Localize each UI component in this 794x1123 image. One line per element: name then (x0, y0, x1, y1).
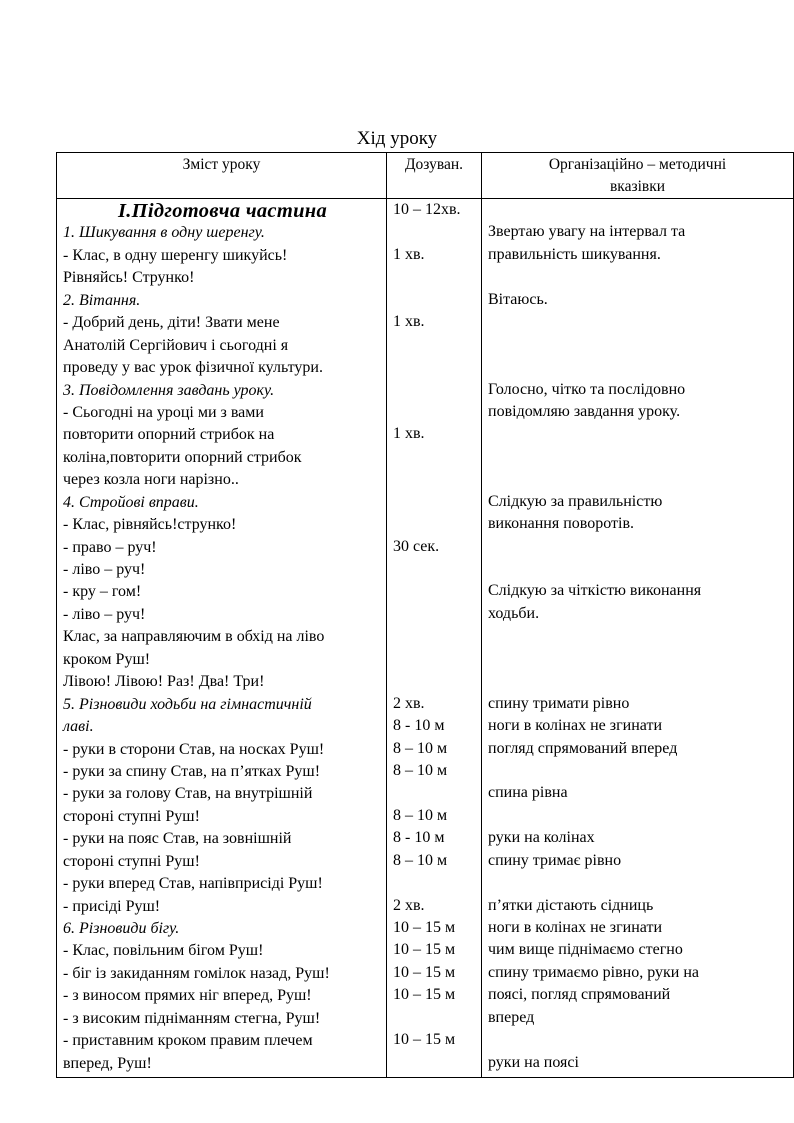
header-content-label: Зміст уроку (182, 156, 261, 173)
notes-line: руки на поясі (488, 1053, 579, 1071)
content-line: 2. Вітання. (63, 291, 141, 309)
dosage-line: 8 - 10 м (393, 717, 445, 735)
table-header-row (57, 153, 794, 199)
content-line: - Сьогодні на уроці ми з вами (63, 403, 264, 421)
dosage-line (393, 1007, 477, 1029)
dosage-line (393, 872, 477, 894)
dosage-line: 2 хв. (393, 694, 425, 712)
dosage-line (393, 468, 477, 490)
notes-line (488, 805, 789, 827)
content-line: Рівняйсь! Струнко! (63, 269, 195, 287)
notes-line (488, 266, 789, 288)
notes-line: п’ятки дістають сідниць (488, 896, 654, 914)
notes-line (488, 1029, 789, 1051)
page-title: Хід уроку (356, 128, 438, 149)
notes-line: спина рівна (488, 784, 568, 802)
dosage-line: 2 хв. (393, 896, 425, 914)
dosage-line: 10 – 15 м (393, 941, 456, 959)
notes-line: поясі, погляд спрямований (488, 986, 671, 1004)
content-line: - кру – гом! (63, 583, 142, 601)
dosage-line: 8 – 10 м (393, 739, 448, 757)
content-line: - ліво – руч! (63, 561, 146, 578)
content-line: через козла ноги нарізно.. (63, 471, 239, 489)
header-dosage-label: Дозуван. (404, 156, 464, 173)
notes-line (488, 760, 789, 782)
notes-line: Слідкую за чіткістю виконання (488, 582, 702, 600)
content-line: стороні ступні Руш! (63, 807, 200, 825)
content-line: - право – руч! (63, 538, 157, 556)
section-heading: І.Підготовча частина (117, 200, 328, 222)
content-line: повторити опорний стрибок на (63, 426, 275, 444)
dosage-line (393, 379, 477, 401)
dosage-line: 10 – 12хв. (393, 201, 461, 218)
dosage-line: 8 – 10 м (393, 761, 448, 779)
dosage-line: 10 – 15 м (393, 986, 456, 1004)
dosage-line (393, 334, 477, 356)
notes-line: ходьби. (488, 604, 540, 622)
content-line: Анатолій Сергійович і сьогодні я (63, 336, 289, 354)
dosage-line: 8 – 10 м (393, 851, 448, 869)
notes-line: Звертаю увагу на інтервал та (488, 223, 686, 241)
notes-line (488, 334, 789, 356)
header-dosage (387, 153, 482, 199)
dosage-line: 10 – 15 м (393, 963, 456, 981)
content-line: - Клас, рівняйсь!струнко! (63, 516, 237, 534)
content-line: - з високим підніманням стегна, Руш! (63, 1009, 321, 1027)
notes-line (488, 536, 789, 558)
notes-line: ноги в колінах не згинати (488, 717, 662, 735)
notes-line (488, 446, 789, 468)
content-cell (57, 199, 387, 1078)
content-line: - Клас, повільним бігом Руш! (63, 942, 264, 960)
notes-line: погляд спрямований вперед (488, 739, 678, 757)
notes-line: спину тримаємо рівно, руки на (488, 963, 699, 981)
notes-line (488, 423, 789, 445)
notes-line (488, 670, 789, 692)
notes-line: Слідкую за правильністю (488, 492, 663, 510)
content-line: - Добрий день, діти! Звати мене (63, 314, 280, 332)
dosage-line: 1 хв. (393, 313, 425, 331)
content-line: - руки вперед Став, напівприсіді Руш! (63, 875, 323, 893)
dosage-line (393, 401, 477, 423)
notes-line (488, 468, 789, 490)
dosage-line (393, 513, 477, 535)
dosage-line (393, 446, 477, 468)
header-notes-label-line2: вказівки (609, 178, 666, 195)
content-line: - руки на пояс Став, на зовнішній (63, 830, 292, 848)
dosage-line (393, 356, 477, 378)
content-line: - приставним кроком правим плечем (63, 1032, 313, 1050)
notes-line: Вітаюсь. (488, 290, 548, 308)
dosage-cell (387, 199, 482, 1078)
header-notes (482, 153, 794, 199)
notes-line (488, 558, 789, 580)
notes-line: чим вище піднімаємо стегно (488, 941, 683, 959)
notes-line: руки на колінах (488, 829, 595, 847)
content-line: Клас, за направляючим в обхід на ліво (63, 628, 325, 646)
dosage-line: 8 – 10 м (393, 806, 448, 824)
content-line: коліна,повторити опорний стрибок (63, 448, 302, 466)
dosage-line (393, 289, 477, 311)
content-line: - Клас, в одну шеренгу шикуйсь! (63, 246, 288, 264)
header-notes-label-line1: Організаційно – методичні (548, 156, 727, 173)
notes-line: правильність шикування. (488, 245, 661, 263)
notes-line (488, 872, 789, 894)
notes-line (488, 648, 789, 670)
dosage-line: 10 – 15 м (393, 919, 456, 936)
dosage-line (393, 782, 477, 804)
header-content (57, 153, 387, 199)
content-line: 6. Різновиди бігу. (63, 920, 180, 937)
notes-line: ноги в колінах не згинати (488, 919, 662, 936)
content-line: - присіді Руш! (63, 897, 161, 915)
content-line: - з виносом прямих ніг вперед, Руш! (63, 987, 312, 1005)
content-line: - руки за спину Став, на п’ятках Руш! (63, 762, 321, 780)
dosage-line (393, 580, 477, 602)
content-line: проведу у вас урок фізичної культури. (63, 359, 323, 377)
dosage-line (393, 491, 477, 513)
dosage-line (393, 648, 477, 670)
notes-line: виконання поворотів. (488, 515, 635, 533)
dosage-line (393, 1052, 477, 1074)
content-line: лаві. (63, 718, 94, 736)
dosage-line: 1 хв. (393, 425, 425, 443)
content-line: - руки в сторони Став, на носках Руш! (63, 740, 325, 758)
notes-cell (482, 199, 794, 1078)
dosage-line (393, 670, 477, 692)
content-line: - ліво – руч! (63, 605, 146, 623)
lesson-plan-table (56, 152, 794, 1078)
dosage-line: 1 хв. (393, 245, 425, 263)
content-line: кроком Руш! (63, 650, 151, 668)
table-body-row (57, 199, 794, 1078)
notes-line: спину тримає рівно (488, 851, 622, 869)
notes-line: Голосно, чітко та послідовно (488, 380, 686, 398)
content-line: 1. Шикування в одну шеренгу. (63, 224, 265, 242)
content-line: вперед, Руш! (63, 1054, 152, 1072)
content-line: 4. Стройові вправи. (63, 493, 199, 511)
notes-line: повідомляю завдання уроку. (488, 402, 681, 420)
notes-line: вперед (488, 1008, 535, 1026)
dosage-line (393, 603, 477, 625)
dosage-line (393, 221, 477, 243)
content-line: 3. Повідомлення завдань уроку. (63, 381, 275, 399)
notes-line (488, 199, 789, 221)
dosage-line (393, 625, 477, 647)
content-line: Лівою! Лівою! Раз! Два! Три! (63, 673, 265, 691)
dosage-line: 8 - 10 м (393, 829, 445, 847)
content-line: стороні ступні Руш! (63, 852, 200, 870)
notes-line (488, 311, 789, 333)
content-line: 5. Різновиди ходьби на гімнастичній (63, 695, 312, 713)
dosage-line (393, 558, 477, 580)
notes-line (488, 356, 789, 378)
content-line: - біг із закиданням гомілок назад, Руш! (63, 964, 330, 982)
dosage-line: 10 – 15 м (393, 1031, 456, 1049)
dosage-line: 30 сек. (393, 537, 440, 555)
content-line: - руки за голову Став, на внутрішній (63, 785, 313, 803)
notes-line: спину тримати рівно (488, 694, 630, 712)
dosage-line (393, 266, 477, 288)
notes-line (488, 625, 789, 647)
